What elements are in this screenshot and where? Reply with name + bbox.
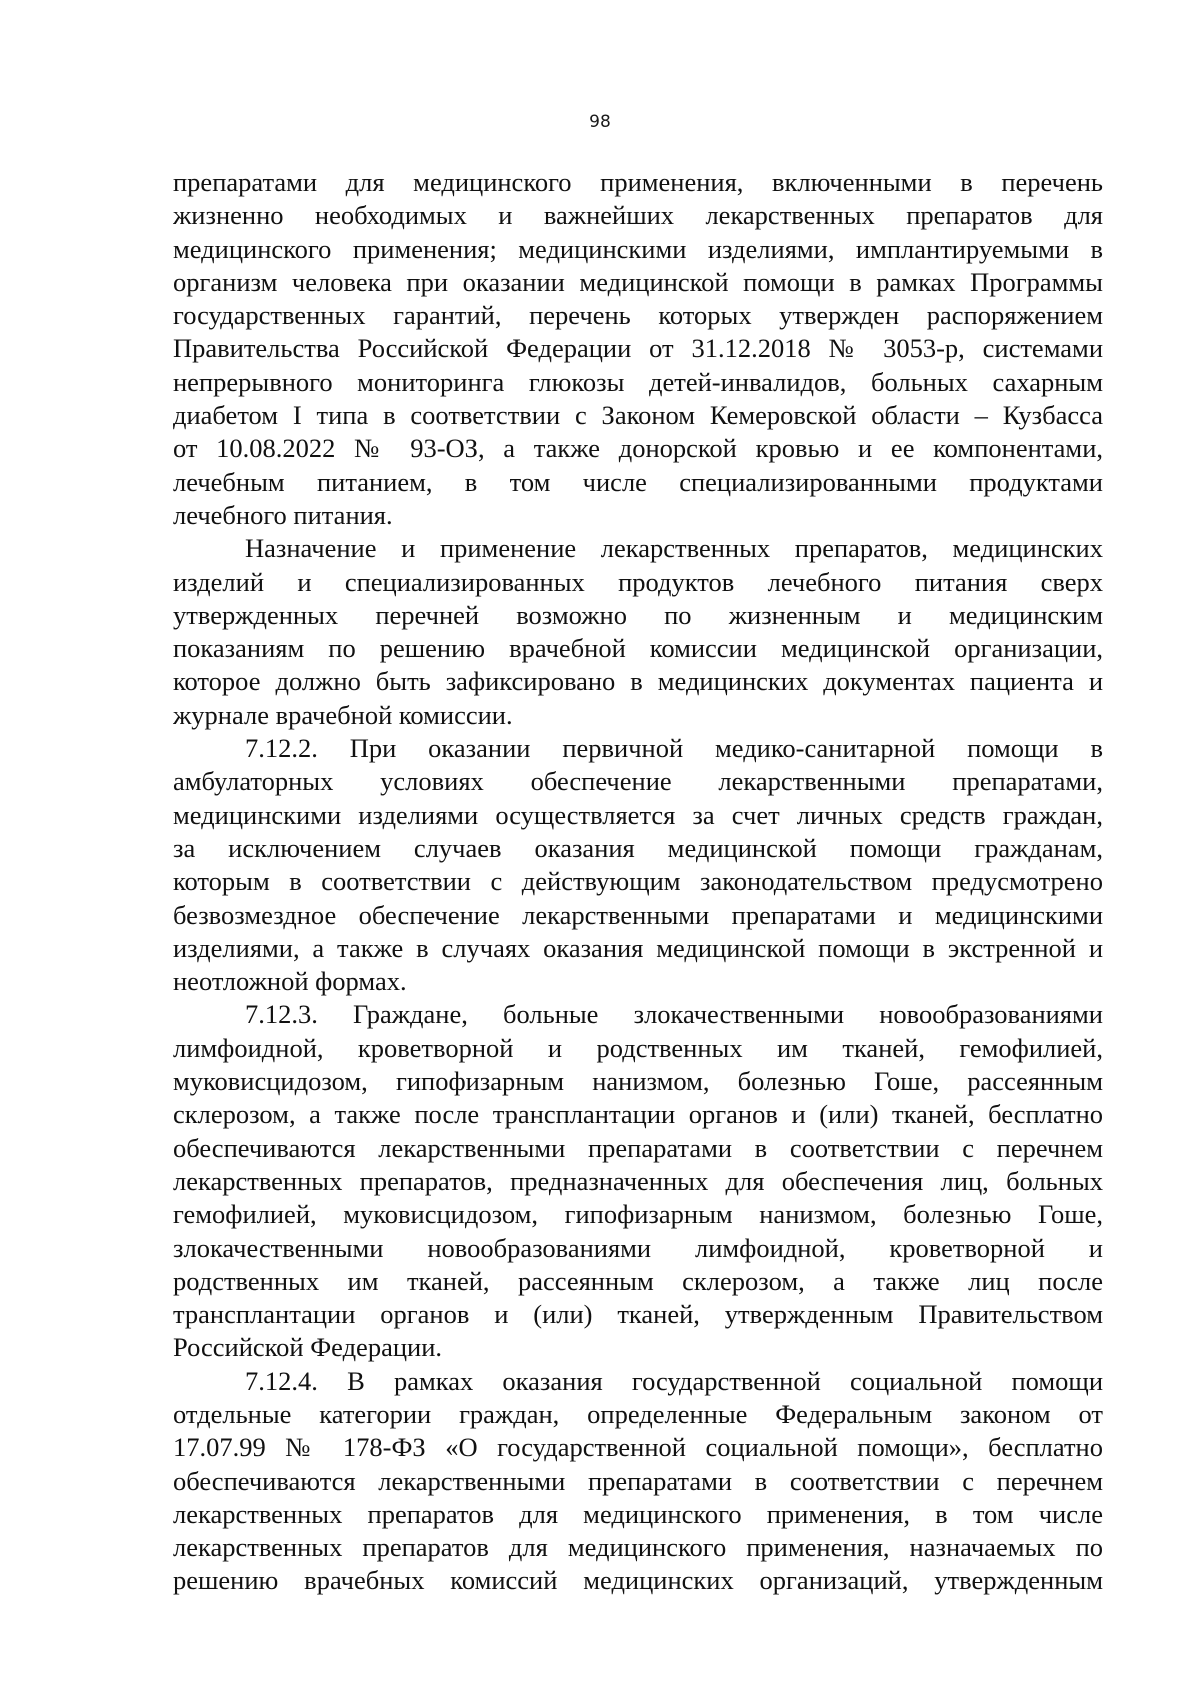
text-line: журнале врачебной комиссии. xyxy=(173,699,513,730)
text-line: 7.12.3. Граждане, больные злокачественными новообразованиями xyxy=(245,999,1103,1030)
text-line: которое должно быть зафиксировано в медицинских документах пациента и xyxy=(173,666,1103,697)
text-line: лекарственных препаратов, предназначенных для обеспечения лиц, больных xyxy=(173,1165,1103,1196)
text-line: жизненно необходимых и важнейших лекарственных препаратов для xyxy=(173,200,1103,231)
paragraph-7-12-4 xyxy=(173,1365,1103,1598)
text-line: лечебного питания. xyxy=(173,499,393,530)
text-line: 7.12.2. При оказании первичной медико-санитарной помощи в xyxy=(245,733,1103,764)
text-line: обеспечиваются лекарственными препаратами в соответствии с перечнем xyxy=(173,1132,1103,1163)
text-line: за исключением случаев оказания медицинской помощи гражданам, xyxy=(173,832,1103,863)
text-line: 17.07.99 № 178-ФЗ «О государственной социальной помощи», бесплатно xyxy=(173,1432,1103,1463)
text-line: муковисцидозом, гипофизарным нанизмом, болезнью Гоше, рассеянным xyxy=(173,1066,1103,1097)
text-line: гемофилией, муковисцидозом, гипофизарным нанизмом, болезнью Гоше, xyxy=(173,1199,1103,1230)
text-line: Правительства Российской Федерации от 31.12.2018 № 3053-р, системами xyxy=(173,333,1103,364)
text-line: организм человека при оказании медицинской помощи в рамках Программы xyxy=(173,266,1103,297)
text-line: неотложной формах. xyxy=(173,966,407,997)
text-line: лечебным питанием, в том числе специализированными продуктами xyxy=(173,466,1103,497)
text-line: медицинского применения; медицинскими изделиями, имплантируемыми в xyxy=(173,233,1103,264)
text-line: обеспечиваются лекарственными препаратами в соответствии с перечнем xyxy=(173,1465,1103,1496)
text-line: лекарственных препаратов для медицинского применения, назначаемых по xyxy=(173,1532,1103,1563)
body-text xyxy=(173,166,1103,1598)
text-line: диабетом I типа в соответствии с Законом Кемеровской области – Кузбасса xyxy=(173,400,1103,431)
text-line: лекарственных препаратов для медицинского применения, в том числе xyxy=(173,1498,1103,1529)
text-line: амбулаторных условиях обеспечение лекарственными препаратами, xyxy=(173,766,1103,797)
paragraph-prescription xyxy=(173,532,1103,732)
text-line: злокачественными новообразованиями лимфоидной, кроветворной и xyxy=(173,1232,1103,1263)
text-line: изделий и специализированных продуктов лечебного питания сверх xyxy=(173,566,1103,597)
text-line: склерозом, а также после трансплантации органов и (или) тканей, бесплатно xyxy=(173,1099,1103,1130)
text-line: препаратами для медицинского применения, включенными в перечень xyxy=(173,167,1103,197)
text-line: медицинскими изделиями осуществляется за счет личных средств граждан, xyxy=(173,799,1103,830)
text-line: трансплантации органов и (или) тканей, утвержденным Правительством xyxy=(173,1299,1103,1330)
paragraph-7-12-2 xyxy=(173,732,1103,998)
text-line: 7.12.4. В рамках оказания государственной социальной помощи xyxy=(245,1365,1103,1396)
text-line: которым в соответствии с действующим законодательством предусмотрено xyxy=(173,866,1103,897)
text-line: решению врачебных комиссий медицинских организаций, утвержденным xyxy=(173,1565,1103,1596)
text-line: непрерывного мониторинга глюкозы детей-инвалидов, больных сахарным xyxy=(173,366,1103,397)
text-line: изделиями, а также в случаях оказания медицинской помощи в экстренной и xyxy=(173,932,1103,963)
text-line: утвержденных перечней возможно по жизненным и медицинским xyxy=(173,599,1103,630)
text-line: лимфоидной, кроветворной и родственных им тканей, гемофилией, xyxy=(173,1032,1103,1063)
text-line: Назначение и применение лекарственных препаратов, медицинских xyxy=(245,533,1103,564)
text-line: государственных гарантий, перечень которых утвержден распоряжением xyxy=(173,300,1103,331)
page-number: 98 xyxy=(589,112,611,132)
text-line: от 10.08.2022 № 93-ОЗ, а также донорской кровью и ее компонентами, xyxy=(173,433,1103,464)
text-line: показаниям по решению врачебной комиссии медицинской организации, xyxy=(173,633,1103,664)
text-line: Российской Федерации. xyxy=(173,1332,442,1363)
paragraph-continuation xyxy=(173,166,1103,532)
paragraph-7-12-3 xyxy=(173,998,1103,1364)
text-line: безвозмездное обеспечение лекарственными препаратами и медицинскими xyxy=(173,899,1103,930)
text-line: родственных им тканей, рассеянным склерозом, а также лиц после xyxy=(173,1265,1103,1296)
text-line: отдельные категории граждан, определенные Федеральным законом от xyxy=(173,1398,1103,1429)
